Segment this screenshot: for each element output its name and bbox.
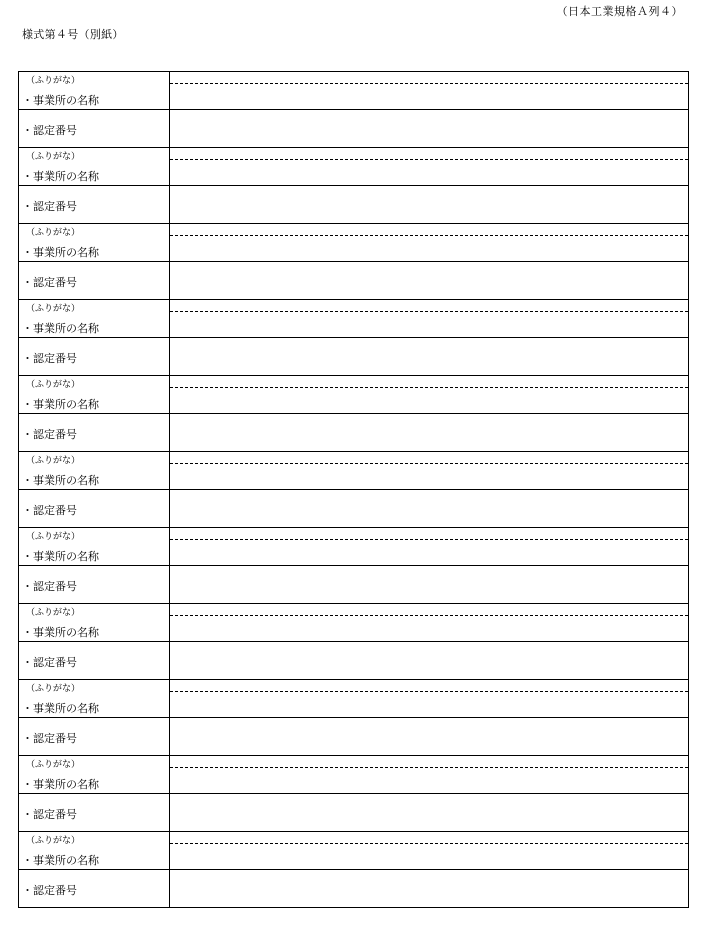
facility-name-row [19,528,689,566]
certification-number-value-cell[interactable] [170,870,689,908]
certification-number-label: ・認定番号 [22,352,77,365]
furigana-label: （ふりがな） [26,456,81,466]
facility-name-value-cell[interactable] [170,528,689,566]
facility-name-value-cell[interactable] [170,604,689,642]
facility-name-value-cell[interactable] [170,832,689,870]
facility-name-entry-field[interactable] [174,617,684,640]
certification-number-label-cell [19,642,170,680]
certification-number-value-cell[interactable] [170,262,689,300]
certification-number-label: ・認定番号 [22,808,77,821]
certification-number-value-cell[interactable] [170,414,689,452]
facility-name-entry-field[interactable] [174,389,684,412]
certification-number-row [19,338,689,376]
facility-name-value-cell[interactable] [170,224,689,262]
facility-name-label-cell [19,680,170,718]
certification-number-row [19,794,689,832]
certification-number-label-cell [19,110,170,148]
certification-number-row [19,262,689,300]
facility-name-row [19,148,689,186]
furigana-divider [170,767,688,768]
furigana-entry-field[interactable] [174,832,684,843]
furigana-entry-field[interactable] [174,528,684,539]
furigana-divider [170,843,688,844]
facility-name-entry-field[interactable] [174,313,684,336]
certification-number-entry-field[interactable] [174,722,684,751]
certification-number-label: ・認定番号 [22,580,77,593]
furigana-divider [170,615,688,616]
certification-number-label-cell [19,794,170,832]
furigana-label: （ふりがな） [26,304,81,314]
certification-number-row [19,186,689,224]
furigana-label: （ふりがな） [26,836,81,846]
furigana-label: （ふりがな） [26,684,81,694]
facility-name-label: ・事業所の名称 [22,170,99,183]
furigana-entry-field[interactable] [174,224,684,235]
facility-name-value-cell[interactable] [170,756,689,794]
certification-number-value-cell[interactable] [170,338,689,376]
facility-name-label: ・事業所の名称 [22,854,99,867]
certification-number-row [19,110,689,148]
certification-number-row [19,642,689,680]
furigana-label: （ふりがな） [26,76,81,86]
certification-number-entry-field[interactable] [174,798,684,827]
furigana-entry-field[interactable] [174,452,684,463]
facility-name-label-cell [19,72,170,110]
certification-number-entry-field[interactable] [174,418,684,447]
certification-number-label: ・認定番号 [22,124,77,137]
furigana-entry-field[interactable] [174,680,684,691]
facility-name-label-cell [19,224,170,262]
certification-number-value-cell[interactable] [170,794,689,832]
certification-number-row [19,566,689,604]
certification-number-value-cell[interactable] [170,718,689,756]
certification-number-label-cell [19,262,170,300]
furigana-divider [170,235,688,236]
certification-number-value-cell[interactable] [170,642,689,680]
furigana-label: （ふりがな） [26,152,81,162]
facility-name-value-cell[interactable] [170,148,689,186]
certification-number-label: ・認定番号 [22,428,77,441]
furigana-divider [170,691,688,692]
facility-name-row [19,376,689,414]
certification-number-label: ・認定番号 [22,504,77,517]
facility-name-label-cell [19,528,170,566]
facility-name-row [19,452,689,490]
facility-name-value-cell[interactable] [170,376,689,414]
facility-name-value-cell[interactable] [170,72,689,110]
facility-name-label-cell [19,300,170,338]
facility-name-row [19,756,689,794]
furigana-divider [170,159,688,160]
furigana-divider [170,463,688,464]
facility-name-entry-field[interactable] [174,161,684,184]
certification-number-entry-field[interactable] [174,494,684,523]
facility-name-label: ・事業所の名称 [22,474,99,487]
facility-name-value-cell[interactable] [170,680,689,718]
certification-number-label: ・認定番号 [22,276,77,289]
facility-name-label: ・事業所の名称 [22,94,99,107]
furigana-label: （ふりがな） [26,608,81,618]
certification-number-label: ・認定番号 [22,200,77,213]
certification-number-label-cell [19,566,170,604]
certification-number-entry-field[interactable] [174,266,684,295]
facility-name-row [19,604,689,642]
furigana-divider [170,83,688,84]
certification-number-entry-field[interactable] [174,646,684,675]
facility-name-label: ・事業所の名称 [22,778,99,791]
furigana-label: （ふりがな） [26,380,81,390]
facility-name-label-cell [19,452,170,490]
certification-number-label-cell [19,718,170,756]
certification-number-label-cell [19,186,170,224]
certification-number-row [19,414,689,452]
facility-name-entry-field[interactable] [174,845,684,868]
certification-number-label: ・認定番号 [22,656,77,669]
certification-number-row [19,870,689,908]
certification-number-value-cell[interactable] [170,186,689,224]
facility-name-row [19,224,689,262]
facility-name-entry-field[interactable] [174,541,684,564]
facility-name-row [19,832,689,870]
certification-number-entry-field[interactable] [174,874,684,903]
facility-name-label: ・事業所の名称 [22,322,99,335]
facility-name-entry-field[interactable] [174,693,684,716]
furigana-entry-field[interactable] [174,756,684,767]
paper-size-note: （日本工業規格Ａ列４） [556,5,683,18]
facility-name-label: ・事業所の名称 [22,702,99,715]
form-number-title: 様式第４号（別紙） [22,28,124,41]
facility-name-value-cell[interactable] [170,452,689,490]
furigana-label: （ふりがな） [26,532,81,542]
certification-number-value-cell[interactable] [170,110,689,148]
facility-list-table [18,71,689,908]
furigana-divider [170,539,688,540]
furigana-entry-field[interactable] [174,300,684,311]
facility-name-label-cell [19,376,170,414]
certification-number-label: ・認定番号 [22,884,77,897]
certification-number-entry-field[interactable] [174,570,684,599]
facility-name-label: ・事業所の名称 [22,398,99,411]
certification-number-label-cell [19,338,170,376]
facility-name-label-cell [19,756,170,794]
furigana-entry-field[interactable] [174,604,684,615]
furigana-entry-field[interactable] [174,148,684,159]
certification-number-entry-field[interactable] [174,190,684,219]
facility-name-label-cell [19,148,170,186]
facility-name-label-cell [19,832,170,870]
facility-name-row [19,72,689,110]
furigana-divider [170,311,688,312]
furigana-entry-field[interactable] [174,376,684,387]
certification-number-label-cell [19,414,170,452]
certification-number-row [19,490,689,528]
certification-number-entry-field[interactable] [174,342,684,371]
certification-number-value-cell[interactable] [170,566,689,604]
facility-name-row [19,680,689,718]
facility-name-value-cell[interactable] [170,300,689,338]
facility-list-body [19,72,689,908]
furigana-label: （ふりがな） [26,228,81,238]
furigana-divider [170,387,688,388]
facility-name-entry-field[interactable] [174,85,684,108]
certification-number-label-cell [19,870,170,908]
certification-number-entry-field[interactable] [174,114,684,143]
facility-name-entry-field[interactable] [174,769,684,792]
certification-number-row [19,718,689,756]
facility-name-entry-field[interactable] [174,465,684,488]
certification-number-label-cell [19,490,170,528]
facility-name-row [19,300,689,338]
facility-name-label: ・事業所の名称 [22,626,99,639]
facility-name-label-cell [19,604,170,642]
certification-number-value-cell[interactable] [170,490,689,528]
furigana-entry-field[interactable] [174,72,684,83]
certification-number-label: ・認定番号 [22,732,77,745]
facility-name-entry-field[interactable] [174,237,684,260]
furigana-label: （ふりがな） [26,760,81,770]
facility-name-label: ・事業所の名称 [22,246,99,259]
facility-name-label: ・事業所の名称 [22,550,99,563]
